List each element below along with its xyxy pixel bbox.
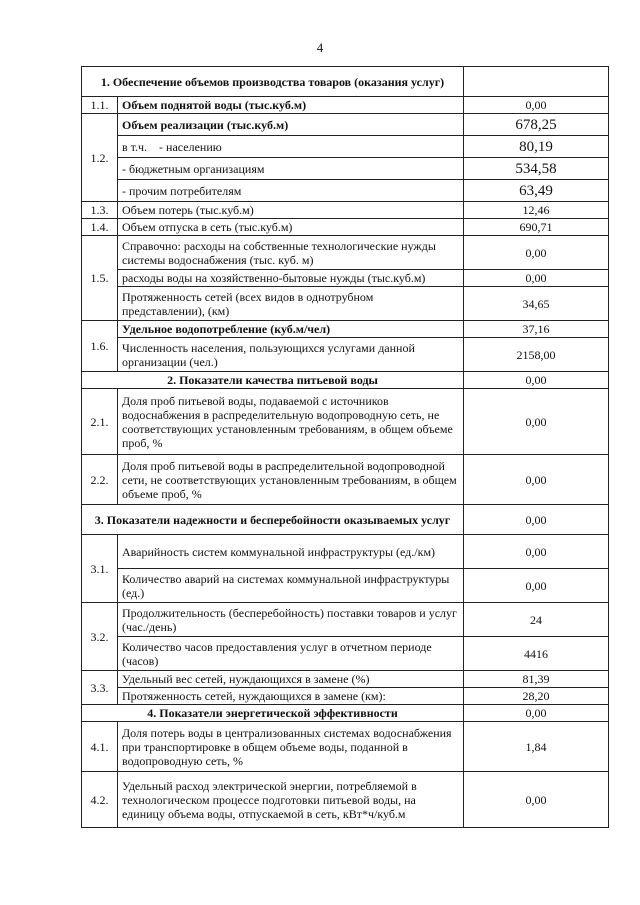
row-label: Объем потерь (тыс.куб.м) [118, 202, 464, 219]
table-row [82, 321, 609, 338]
row-label: Доля проб питьевой воды в распределительной водопроводной сети, не соответствующих установленным требованиям, в общем объеме проб, % [118, 455, 464, 505]
section-4-value: 0,00 [464, 705, 609, 722]
table-row [82, 114, 609, 136]
row-value: 0,00 [464, 236, 609, 270]
row-value: 534,58 [464, 158, 609, 180]
row-value: 80,19 [464, 136, 609, 158]
row-number: 1.2. [82, 114, 118, 202]
row-label [118, 136, 464, 158]
row-value: 81,39 [464, 671, 609, 688]
row-label: Численность населения, пользующихся услугами данной организации (чел.) [118, 338, 464, 372]
row-number: 1.5. [82, 236, 118, 321]
row-label: Объем отпуска в сеть (тыс.куб.м) [118, 219, 464, 236]
row-value: 0,00 [464, 535, 609, 569]
table-row [82, 637, 609, 671]
row-label: Удельное водопотребление (куб.м/чел) [118, 321, 464, 338]
table-row [82, 389, 609, 455]
row-number: 2.1. [82, 389, 118, 455]
row-value: 678,25 [464, 114, 609, 136]
row-label: Справочно: расходы на собственные технологические нужды системы водоснабжения (тыс. куб. м) [118, 236, 464, 270]
section-1-title: 1. Обеспечение объемов производства товаров (оказания услуг) [82, 67, 464, 97]
row-label: - прочим потребителям [118, 180, 464, 202]
table-row [82, 202, 609, 219]
row-number: 1.3. [82, 202, 118, 219]
row-label: Количество аварий на системах коммунальной инфраструктуры (ед.) [118, 569, 464, 603]
table-row [82, 338, 609, 372]
table-row [82, 772, 609, 828]
table-row [82, 688, 609, 705]
section-1-header [82, 67, 609, 97]
row-label: Продолжительность (бесперебойность) поставки товаров и услуг (час./день) [118, 603, 464, 637]
row-number: 3.1. [82, 535, 118, 603]
row-value: 0,00 [464, 772, 609, 828]
row-number: 2.2. [82, 455, 118, 505]
row-label: Доля потерь воды в централизованных системах водоснабжения при транспортировке в общем объеме воды, поданной в водопроводную сеть, % [118, 722, 464, 772]
table-row [82, 535, 609, 569]
row-label: Протяженность сетей, нуждающихся в замене (км): [118, 688, 464, 705]
row-value: 63,49 [464, 180, 609, 202]
section-2-header [82, 372, 609, 389]
section-4-title: 4. Показатели энергетической эффективности [82, 705, 464, 722]
table-row [82, 287, 609, 321]
row-label: Количество часов предоставления услуг в отчетном периоде (часов) [118, 637, 464, 671]
section-4-header [82, 705, 609, 722]
row-value: 28,20 [464, 688, 609, 705]
row-value: 4416 [464, 637, 609, 671]
row-label: Удельный расход электрической энергии, потребляемой в технологическом процессе подготовки питьевой воды, на единицу объема воды, отпускаемой в сеть, кВт*ч/куб.м [118, 772, 464, 828]
table-row [82, 603, 609, 637]
table-row [82, 236, 609, 270]
row-label: Аварийность систем коммунальной инфраструктуры (ед./км) [118, 535, 464, 569]
row-label: Удельный вес сетей, нуждающихся в замене (%) [118, 671, 464, 688]
section-2-title: 2. Показатели качества питьевой воды [82, 372, 464, 389]
row-value: 24 [464, 603, 609, 637]
table-row [82, 671, 609, 688]
row-value: 37,16 [464, 321, 609, 338]
table-row [82, 136, 609, 158]
row-number: 1.1. [82, 97, 118, 114]
row-label: Протяженность сетей (всех видов в однотрубном представлении), (км) [118, 287, 464, 321]
table-row [82, 569, 609, 603]
table-row [82, 455, 609, 505]
row-label: Объем поднятой воды (тыс.куб.м) [118, 97, 464, 114]
row-number: 1.6. [82, 321, 118, 372]
row-value: 0,00 [464, 97, 609, 114]
row-number: 1.4. [82, 219, 118, 236]
row-value: 0,00 [464, 270, 609, 287]
row-value: 0,00 [464, 455, 609, 505]
table-row [82, 180, 609, 202]
row-number: 4.2. [82, 772, 118, 828]
row-value: 1,84 [464, 722, 609, 772]
row-label: Объем реализации (тыс.куб.м) [118, 114, 464, 136]
row-value: 34,65 [464, 287, 609, 321]
row-prefix: в т.ч. [122, 139, 148, 154]
page-number: 4 [316, 40, 324, 55]
section-3-header [82, 505, 609, 535]
table-row [82, 270, 609, 287]
table-row [82, 97, 609, 114]
row-label-text: - населению [159, 139, 222, 154]
row-value: 690,71 [464, 219, 609, 236]
row-label: Доля проб питьевой воды, подаваемой с источников водоснабжения в распределительную водопроводную сеть, не соответствующих установленным требованиям, в общем объеме проб, % [118, 389, 464, 455]
table-row [82, 722, 609, 772]
section-3-title: 3. Показатели надежности и бесперебойности оказываемых услуг [82, 505, 464, 535]
row-value: 0,00 [464, 569, 609, 603]
row-number: 3.2. [82, 603, 118, 671]
section-1-value [464, 67, 609, 97]
row-value: 0,00 [464, 389, 609, 455]
row-value: 2158,00 [464, 338, 609, 372]
row-value: 12,46 [464, 202, 609, 219]
table-row [82, 158, 609, 180]
row-number: 4.1. [82, 722, 118, 772]
table-row [82, 219, 609, 236]
row-label: расходы воды на хозяйственно-бытовые нужды (тыс.куб.м) [118, 270, 464, 287]
section-3-value: 0,00 [464, 505, 609, 535]
section-2-value: 0,00 [464, 372, 609, 389]
row-number: 3.3. [82, 671, 118, 705]
row-label: - бюджетным организациям [118, 158, 464, 180]
indicators-table [81, 66, 609, 828]
